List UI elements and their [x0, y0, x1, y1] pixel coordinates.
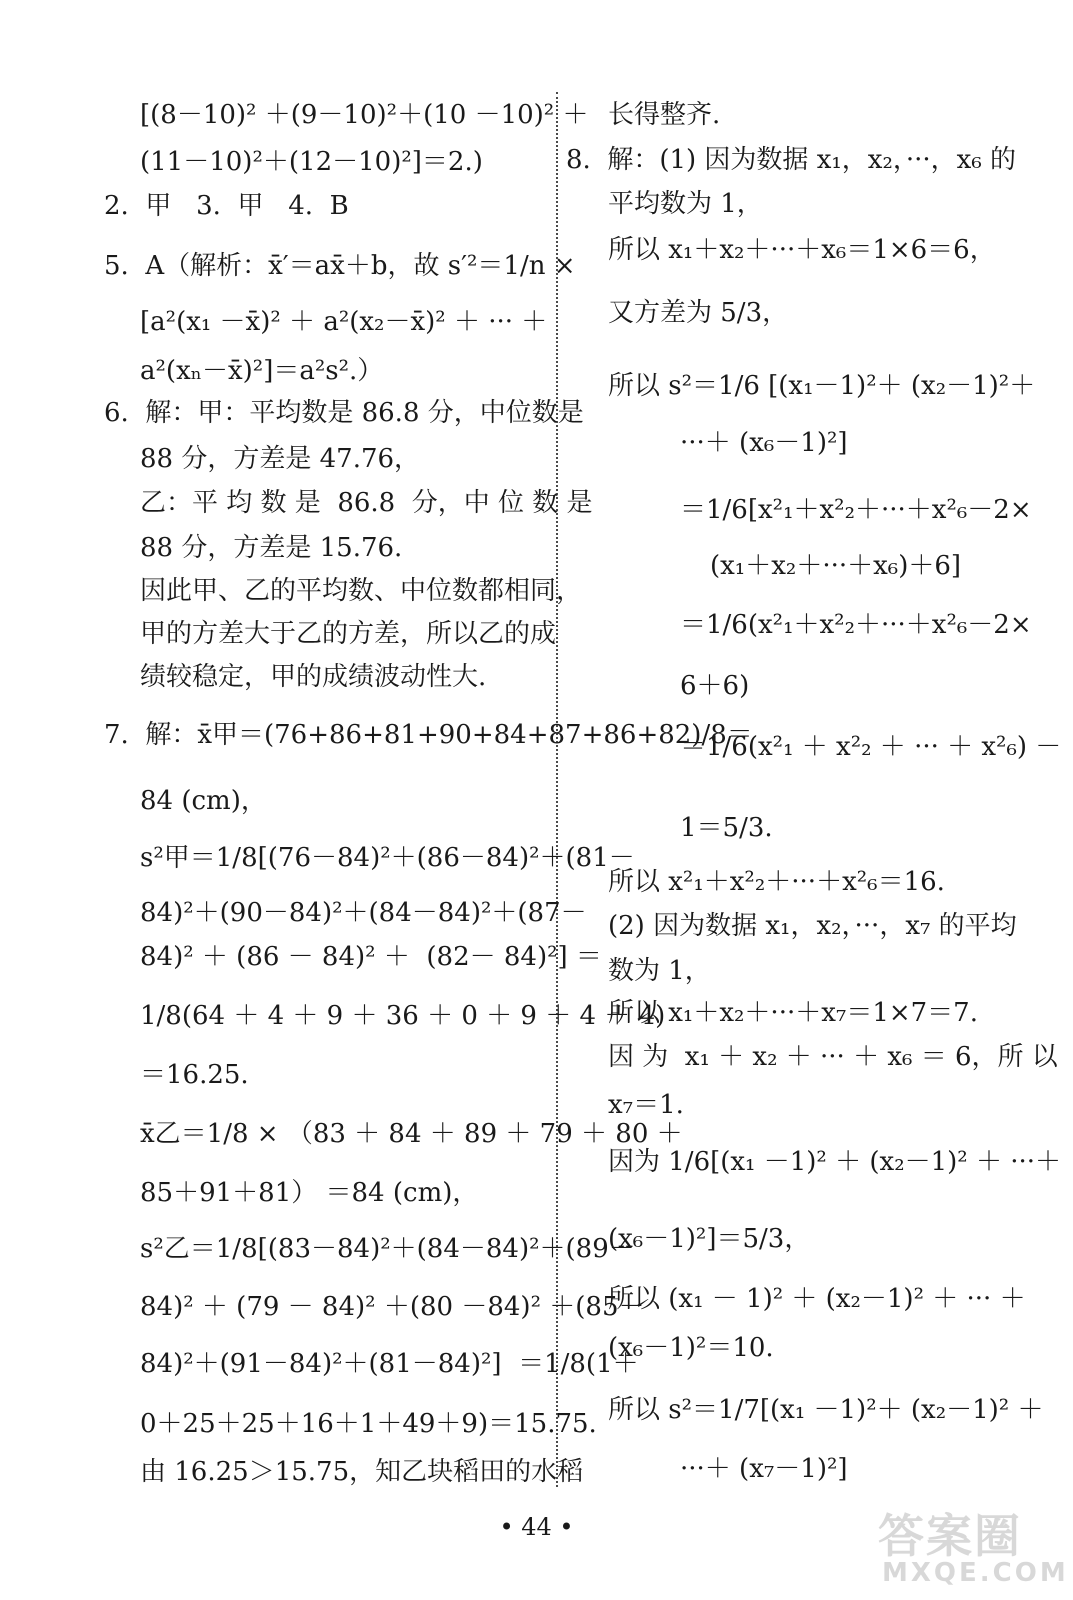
left-column-line: 由 16.25＞15.75，知乙块稻田的水稻 — [140, 1457, 584, 1487]
right-column-line: ＝1/6(x²₁＋x²₂＋···＋x²₆－2× — [680, 610, 1032, 640]
right-column-line: 1＝5/3. — [680, 813, 773, 843]
right-column-line: ···＋ (x₆－1)²] — [680, 428, 848, 458]
right-column-line: 所以 s²＝1/7[(x₁ －1)²＋ (x₂－1)² ＋ — [608, 1395, 1044, 1425]
right-column-line: 又方差为 5/3， — [608, 298, 789, 328]
left-column-line: 2. 甲 3. 甲 4. B — [104, 191, 349, 221]
right-column-line: (x₆－1)²＝10. — [608, 1333, 774, 1363]
left-column-line: 5. A（解析：x̄′＝ax̄＋b，故 s′²＝1/n × — [104, 251, 576, 281]
right-column-line: 因为 1/6[(x₁ －1)² ＋ (x₂－1)² ＋ ···＋ — [608, 1147, 1062, 1177]
right-column-line: 长得整齐. — [608, 100, 721, 130]
left-column-line: s²甲＝1/8[(76－84)²＋(86－84)²＋(81－ — [140, 843, 635, 873]
right-column-line: 8. 解：(1) 因为数据 x₁，x₂，···，x₆ 的 — [566, 145, 1017, 175]
right-column-line: ＝1/6(x²₁ ＋ x²₂ ＋ ··· ＋ x²₆) － — [680, 732, 1062, 762]
left-column-line: (11－10)²＋(12－10)²]＝2.) — [140, 147, 483, 177]
watermark-logo — [878, 1500, 1069, 1592]
left-column-line: 乙：平 均 数 是 86.8 分，中 位 数 是 — [140, 488, 593, 518]
right-column-line: 6＋6) — [680, 671, 750, 701]
left-column-line: 84)² ＋ (86 － 84)² ＋ (82－ 84)²] ＝ — [140, 942, 602, 972]
left-column-line: x̄乙＝1/8 × （83 ＋ 84 ＋ 89 ＋ 79 ＋ 80 ＋ — [140, 1119, 683, 1149]
left-column-line: 88 分，方差是 15.76. — [140, 533, 403, 563]
watermark-text: 答案圈 — [878, 1509, 1022, 1563]
right-column-line: 所以 (x₁ － 1)² ＋ (x₂－1)² ＋ ··· ＋ — [608, 1284, 1026, 1314]
watermark-url: MXQE.COM — [882, 1558, 1069, 1588]
left-column-line: 85＋91＋81） ＝84 (cm)， — [140, 1178, 479, 1208]
left-column-line: 84)²＋(91－84)²＋(81－84)²] ＝1/8(1＋ — [140, 1349, 639, 1379]
left-column-line: s²乙＝1/8[(83－84)²＋(84－84)²＋(89－ — [140, 1234, 635, 1264]
left-column-line: 84)²＋(90－84)²＋(84－84)²＋(87－ — [140, 898, 587, 928]
page-number: • 44 • — [499, 1513, 574, 1541]
right-column-line: 平均数为 1， — [608, 189, 763, 219]
left-column-line: ＝16.25. — [140, 1060, 249, 1090]
left-column-line: [a²(x₁ －x̄)² ＋ a²(x₂－x̄)² ＋ ··· ＋ — [140, 307, 548, 337]
left-column-line: 甲的方差大于乙的方差，所以乙的成 — [140, 619, 557, 649]
right-column-line: 所以 x²₁＋x²₂＋···＋x²₆＝16. — [608, 867, 945, 897]
right-column-line: 数为 1， — [608, 956, 711, 986]
right-column-line: (2) 因为数据 x₁，x₂，···，x₇ 的平均 — [608, 911, 1017, 941]
right-column-line: x₇＝1. — [608, 1090, 684, 1120]
left-column-line: 84)² ＋ (79 － 84)² ＋(80 －84)² ＋(85－ — [140, 1292, 645, 1322]
right-column-line: 所以 x₁＋x₂＋···＋x₆＝1×6＝6， — [608, 235, 996, 265]
column-divider — [556, 92, 558, 1487]
left-column-line: 84 (cm)， — [140, 786, 267, 816]
right-column-line: ···＋ (x₇－1)²] — [680, 1454, 848, 1484]
right-column-line: (x₁＋x₂＋···＋x₆)＋6] — [710, 551, 962, 581]
left-column-line: 因此甲、乙的平均数、中位数都相同， — [140, 576, 583, 606]
right-column-line: 因 为 x₁ ＋ x₂ ＋ ··· ＋ x₆ ＝ 6，所 以 — [608, 1042, 1058, 1072]
left-column-line: 0＋25＋25＋16＋1＋49＋9)＝15.75. — [140, 1409, 597, 1439]
right-column-line: 所以 s²＝1/6 [(x₁－1)²＋ (x₂－1)²＋ — [608, 371, 1036, 401]
left-column-line: 6. 解：甲：平均数是 86.8 分，中位数是 — [104, 398, 584, 428]
right-column-line: (x₆－1)²]＝5/3， — [608, 1224, 811, 1254]
right-column-line: ＝1/6[x²₁＋x²₂＋···＋x²₆－2× — [680, 495, 1032, 525]
left-column-line: a²(xₙ－x̄)²]＝a²s².） — [140, 356, 384, 386]
left-column-line: 88 分，方差是 47.76， — [140, 444, 421, 474]
right-column-line: 所以 x₁＋x₂＋···＋x₇＝1×7＝7. — [608, 998, 978, 1028]
left-column-line: 绩较稳定，甲的成绩波动性大. — [140, 662, 487, 692]
left-column-line: [(8－10)² ＋(9－10)²＋(10 －10)² ＋ — [140, 100, 589, 130]
left-column-line: 7. 解：x̄甲＝(76+86+81+90+84+87+86+82)/8＝ — [104, 720, 753, 750]
left-column-line: 1/8(64 ＋ 4 ＋ 9 ＋ 36 ＋ 0 ＋ 9 ＋ 4 ＋ 4) — [140, 1001, 666, 1031]
